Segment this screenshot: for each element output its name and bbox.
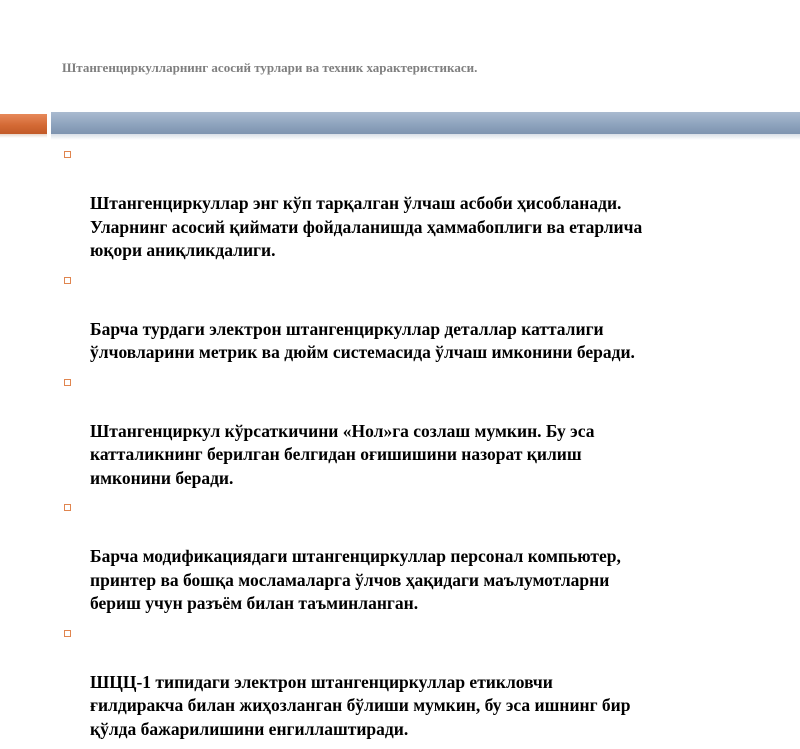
bullet-text: Барча турдаги электрон штангенциркуллар деталлар катталиги ўлчовларини метрик ва дюйм системасида ўлчаш имконини беради.	[90, 318, 635, 362]
square-bullet-icon	[64, 151, 71, 158]
square-bullet-icon	[64, 504, 71, 511]
bullet-text: Штангенциркул кўрсаткичини «Нол»га созлаш мумкин. Бу эса катталикнинг берилган белгидан оғишишини назорат қилиш имконини беради.	[90, 420, 595, 488]
bullet-text: Барча модификациядаги штангенциркуллар персонал компьютер, принтер ва бошқа мосламаларга ўлчов ҳақидаги маълумотларни бериш учун разъём билан таъминланган.	[90, 546, 621, 613]
bullet-item	[62, 271, 782, 365]
slide-title: Штангенциркулларнинг асосий турлари ва техник характеристикаси.	[62, 60, 478, 75]
bullet-text: ШЦЦ-1 типидаги электрон штангенциркуллар етикловчи ғилдиракча билан жиҳозланган бўлиши мумкин, бу эса ишнинг бир қўлда бажарилишини енгиллаштиради.	[90, 671, 631, 739]
square-bullet-icon	[64, 277, 71, 284]
bullet-item	[62, 145, 782, 263]
square-bullet-icon	[64, 630, 71, 637]
bullet-item	[62, 373, 782, 491]
bullet-text: Штангенциркуллар энг кўп тарқалган ўлчаш асбоби ҳисобланади. Уларнинг асосий қиймати фойдаланишда ҳаммабоплиги ва етарлича юқори аниқликдалиги.	[90, 193, 643, 260]
square-bullet-icon	[64, 379, 71, 386]
header-bar-shadow	[51, 134, 800, 140]
bullet-item	[62, 624, 782, 742]
header-accent-shadow	[0, 134, 47, 138]
header-decorative-bar	[51, 112, 800, 134]
bullet-list	[62, 145, 782, 749]
bullet-item	[62, 498, 782, 616]
header-accent-bar	[0, 114, 47, 134]
